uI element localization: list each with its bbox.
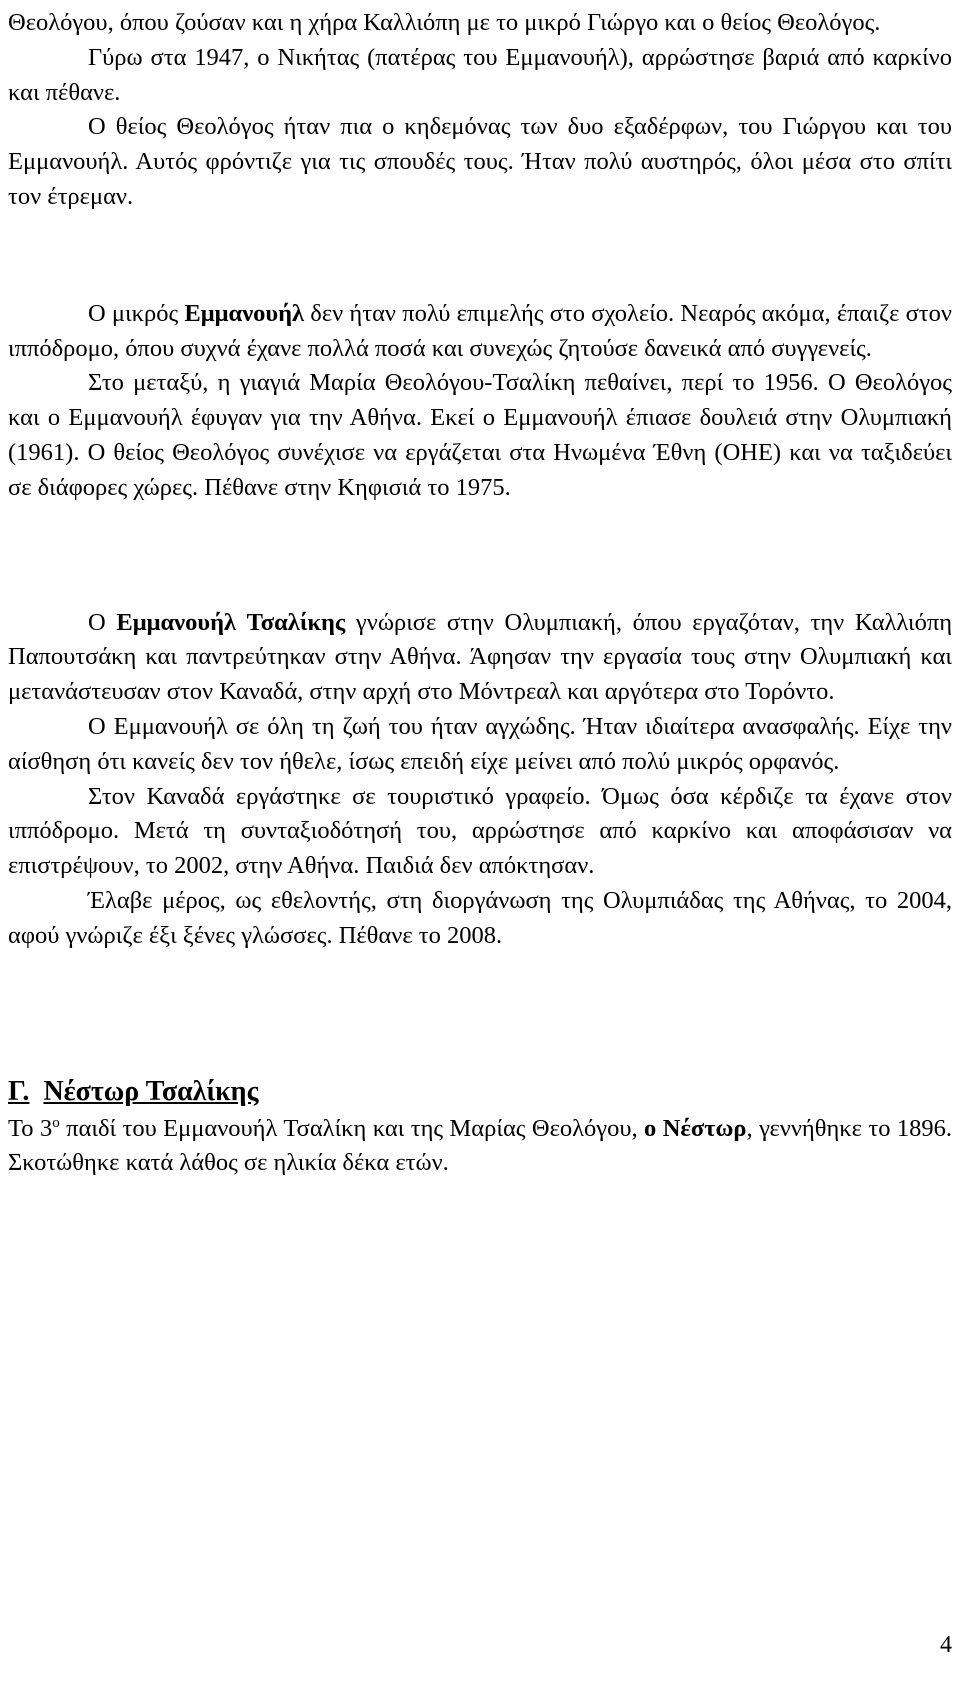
superscript: ο <box>52 1114 60 1131</box>
bold-surname: Τσαλίκης <box>246 608 346 636</box>
paragraph: Στο μεταξύ, η γιαγιά Μαρία Θεολόγου-Τσαλίκη πεθαίνει, περί το 1956. Ο Θεολόγος και ο Εμμανουήλ έφυγαν για την Αθήνα. Εκεί ο Εμμανουήλ έπιασε δουλειά στην Ολυμπιακή (1961). Ο θείος Θεολόγος συνέχισε να εργάζεται στα Ηνωμένα Έθνη (ΟΗΕ) και να ταξιδεύει σε διάφορες χώρες. Πέθανε στην Κηφισιά το 1975. <box>8 369 952 501</box>
paragraph <box>8 297 952 367</box>
paragraph <box>8 606 952 710</box>
text-run: Ο μικρός <box>88 299 185 327</box>
paragraph: Ο Εμμανουήλ σε όλη τη ζωή του ήταν αγχώδης. Ήταν ιδιαίτερα ανασφαλής. Είχε την αίσθηση ότι κανείς δεν τον ήθελε, ίσως επειδή είχε μείνει από πολύ μικρός ορφανός. <box>8 712 952 775</box>
page-number: 4 <box>940 1632 952 1658</box>
section-heading <box>8 1074 952 1110</box>
paragraph: Γύρω στα 1947, ο Νικήτας (πατέρας του Εμμανουήλ), αρρώστησε βαριά από καρκίνο και πέθανε. <box>8 43 952 106</box>
paragraph: Ο θείος Θεολόγος ήταν πια ο κηδεμόνας των δυο εξαδέρφων, του Γιώργου και του Εμμανουήλ. Αυτός φρόντιζε για τις σπουδές τους. Ήταν πολύ αυστηρός, όλοι μέσα στο σπίτι τον έτρεμαν. <box>8 113 952 210</box>
paragraph: Θεολόγου, όπου ζούσαν και η χήρα Καλλιόπη με το μικρό Γιώργο και ο θείος Θεολόγος. <box>8 9 881 36</box>
bold-article: ο <box>644 1114 657 1142</box>
bold-name: Εμμανουήλ <box>184 299 305 327</box>
heading-prefix: Γ. <box>8 1075 30 1107</box>
text-run <box>236 609 247 636</box>
paragraph: Στον Καναδά εργάστηκε σε τουριστικό γραφείο. Όμως όσα κέρδιζε τα έχανε στον ιππόδρομο. Μετά τη συνταξιοδότησή του, αρρώστησε από καρκίνο και αποφάσισαν να επιστρέψουν, το 2002, στην Αθήνα. Παιδιά δεν απόκτησαν. <box>8 782 952 880</box>
paragraph <box>8 1112 952 1182</box>
text-run: Ο <box>88 608 117 636</box>
text-run: παιδί του Εμμανουήλ Τσαλίκη και της Μαρίας Θεολόγου, <box>59 1114 645 1142</box>
text-run: δεν ήταν πολύ επιμελής στο σχολείο. Νεαρός ακόμα, έπαιζε στον ιππόδρομο, όπου συχνά έχανε πολλά ποσά και συνεχώς ζητούσε δανεικά από συγγενείς. <box>8 299 952 362</box>
text-run: γνώρισε στην Ολυμπιακή, όπου εργαζόταν, την Καλλιόπη Παπουτσάκη και παντρεύτηκαν στην Αθήνα. Άφησαν την εργασία τους στην Ολυμπιακή και μετανάστευσαν στον Καναδά, στην αρχή στο Μόντρεαλ και αργότερα στο Τορόντο. <box>8 608 953 706</box>
text-run: , γεννήθηκε το 1896. Σκοτώθηκε κατά λάθος σε ηλικία δέκα ετών. <box>8 1114 953 1177</box>
heading-title: Νέστωρ Τσαλίκης <box>43 1075 259 1107</box>
document-page <box>8 0 952 1181</box>
bold-name: Εμμανουήλ <box>116 608 237 636</box>
bold-name: Νέστωρ <box>662 1114 747 1142</box>
paragraph: Έλαβε μέρος, ως εθελοντής, στη διοργάνωση της Ολυμπιάδας της Αθήνας, το 2004, αφού γνώριζε έξι ξένες γλώσσες. Πέθανε το 2008. <box>8 886 952 949</box>
text-run: Το 3 <box>8 1114 53 1142</box>
